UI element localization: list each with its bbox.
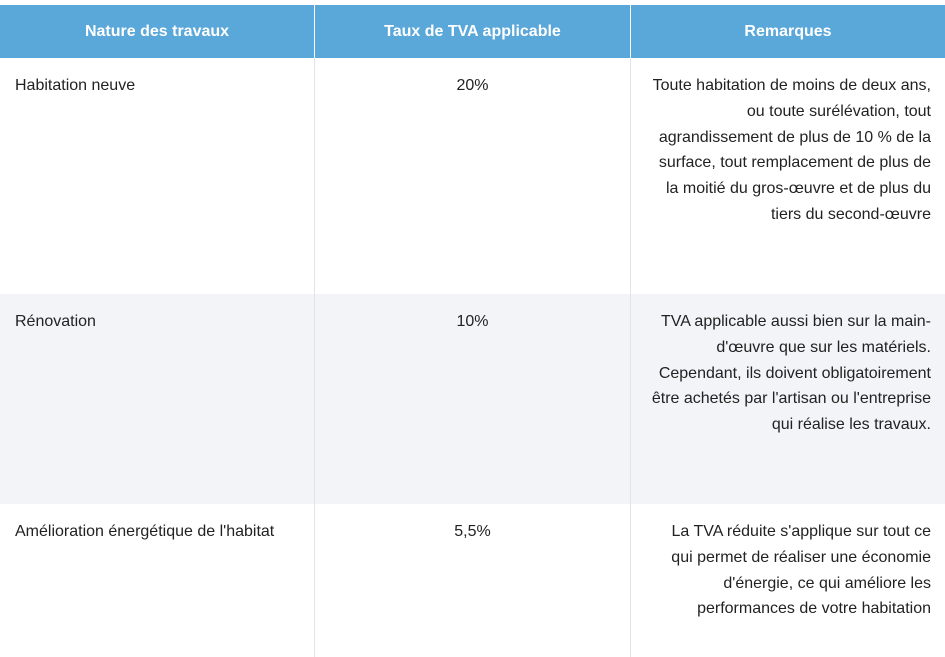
header-taux-de-tva: Taux de TVA applicable xyxy=(314,5,630,58)
cell-remarques: TVA applicable aussi bien sur la main-d'œuvre que sur les matériels. Cependant, ils doivent obligatoirement être achetés par l'artisan ou l'entreprise qui réalise les travaux. xyxy=(630,294,945,504)
table-row xyxy=(0,504,945,657)
cell-remarques: La TVA réduite s'applique sur tout ce qui permet de réaliser une économie d'énergie, ce qui améliore les performances de votre habitation xyxy=(630,504,945,657)
header-nature-des-travaux: Nature des travaux xyxy=(84,22,230,40)
cell-nature: Rénovation xyxy=(15,313,96,330)
table-header-row xyxy=(0,5,945,58)
table-row xyxy=(0,58,945,294)
table-row xyxy=(0,294,945,504)
cell-taux: 10% xyxy=(314,294,630,504)
cell-nature: Amélioration énergétique de l'habitat xyxy=(15,523,275,540)
cell-taux: 20% xyxy=(314,58,630,294)
header-remarques: Remarques xyxy=(630,5,945,58)
cell-taux: 5,5% xyxy=(314,504,630,657)
cell-nature: Habitation neuve xyxy=(15,77,136,94)
cell-remarques: Toute habitation de moins de deux ans, ou toute surélévation, tout agrandissement de plus de 10 % de la surface, tout remplacement de plus de la moitié du gros-œuvre et de plus du tiers du second-œuvre xyxy=(630,58,945,294)
